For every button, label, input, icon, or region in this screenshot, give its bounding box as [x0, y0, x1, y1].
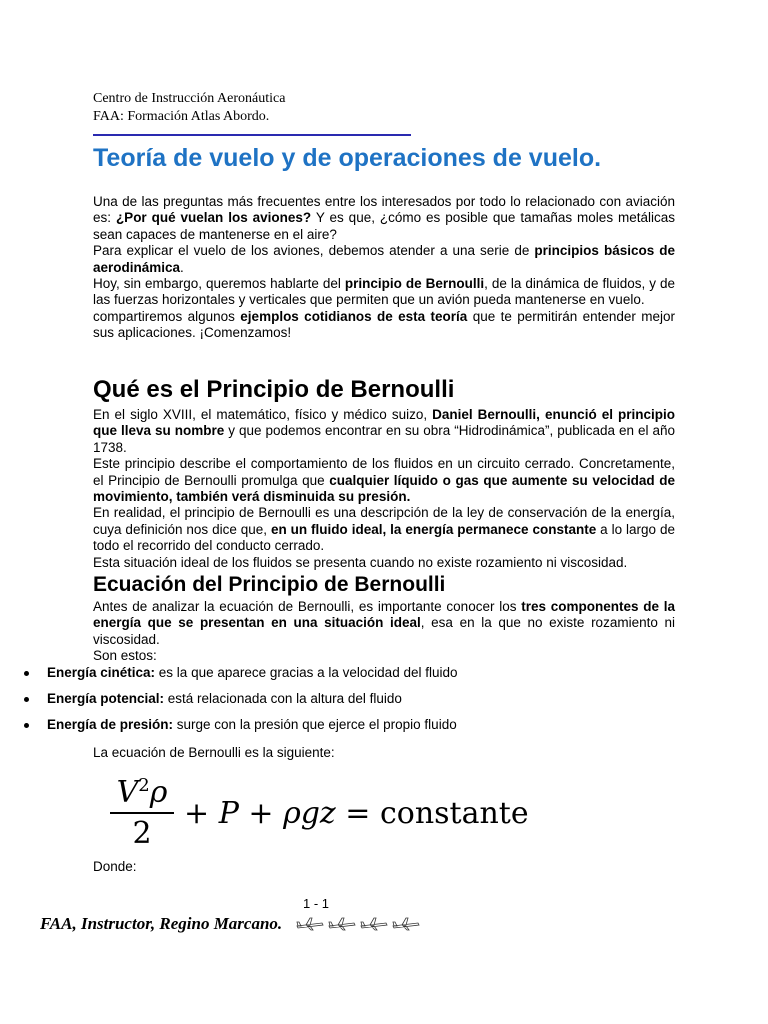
principle-paragraph-3: En realidad, el principio de Bernoulli es una descripción de la ley de conservación de la energía, cuya definición nos dice que, en un fluido ideal, la energía permanece constante a lo largo de todo el recorrido del conducto cerrado. [93, 505, 675, 554]
document-footer [40, 914, 424, 934]
donde-label: Donde: [93, 859, 137, 874]
bullet-icon [24, 723, 29, 728]
equation-section [93, 599, 675, 665]
principle-section [93, 407, 675, 571]
document-header [93, 90, 285, 126]
airplane-icon [392, 917, 420, 931]
principle-paragraph-4: Esta situación ideal de los fluidos se presenta cuando no existe rozamiento ni viscosidad. [93, 554, 628, 570]
intro-paragraph-3: Hoy, sin embargo, queremos hablarte del principio de Bernoulli, de la dinámica de fluidos, y de las fuerzas horizontales y verticales que permiten que un avión pueda mantenerse en vuelo. [93, 276, 675, 308]
airplane-icons [296, 917, 424, 931]
section-heading-principle: Qué es el Principio de Bernoulli [93, 376, 455, 403]
equation-intro: La ecuación de Bernoulli es la siguiente: [93, 745, 335, 760]
intro-paragraph-1: Una de las preguntas más frecuentes entre los interesados por todo lo relacionado con aviación es: ¿Por qué vuelan los aviones? Y es que, ¿cómo es posible que tamañas moles metálicas sean capaces de mantenerse en el aire? [93, 194, 675, 242]
intro-paragraph-4: compartiremos algunos ejemplos cotidianos de esta teoría que te permitirán entender mejor sus aplicaciones. ¡Comenzamos! [93, 308, 675, 341]
principle-paragraph-1: En el siglo XVIII, el matemático, físico y médico suizo, Daniel Bernoulli, enunció el principio que lleva su nombre y que podemos encontrar en su obra “Hidrodinámica”, publicada en el año 1738. [93, 407, 675, 455]
list-item: Energía potencial: está relacionada con la altura del fluido [0, 690, 458, 716]
equation-terms: + P + ρgz = constante [184, 795, 529, 831]
page-number: 1 - 1 [303, 896, 330, 911]
header-institution: Centro de Instrucción Aeronáutica [93, 91, 286, 106]
bernoulli-equation [110, 775, 529, 851]
section-heading-equation: Ecuación del Principio de Bernoulli [93, 573, 446, 596]
list-item: Energía de presión: surge con la presión que ejerce el propio fluido [0, 716, 458, 742]
page-title: Teoría de vuelo y de operaciones de vuelo. [93, 144, 602, 172]
header-program: FAA: Formación Atlas Abordo. [93, 109, 270, 124]
airplane-icon [328, 917, 356, 931]
list-item: Energía cinética: es la que aparece gracias a la velocidad del fluido [0, 664, 458, 690]
airplane-icon [360, 917, 388, 931]
footer-author: FAA, Instructor, Regino Marcano. [40, 914, 283, 933]
intro-paragraph-2: Para explicar el vuelo de los aviones, debemos atender a una serie de principios básicos de aerodinámica. [93, 243, 676, 275]
intro-section [93, 194, 675, 342]
equation-paragraph-1: Antes de analizar la ecuación de Bernoulli, es importante conocer los tres componentes de la energía que se presentan en una situación ideal, esa en la que no existe rozamiento ni viscosidad. [93, 599, 676, 647]
equation-paragraph-2: Son estos: [93, 648, 157, 664]
bullet-icon [24, 697, 29, 702]
bullet-icon [24, 671, 29, 676]
principle-paragraph-2: Este principio describe el comportamiento de los fluidos en un circuito cerrado. Concretamente, el Principio de Bernoulli promulga que cualquier líquido o gas que aumente su velocidad de movimiento, también verá disminuida su presión. [93, 456, 675, 505]
airplane-icon [296, 917, 324, 931]
header-divider [93, 134, 411, 136]
equation-fraction: $\frac{V^2\rho}{2}$ [110, 775, 174, 851]
energy-list [0, 664, 458, 742]
